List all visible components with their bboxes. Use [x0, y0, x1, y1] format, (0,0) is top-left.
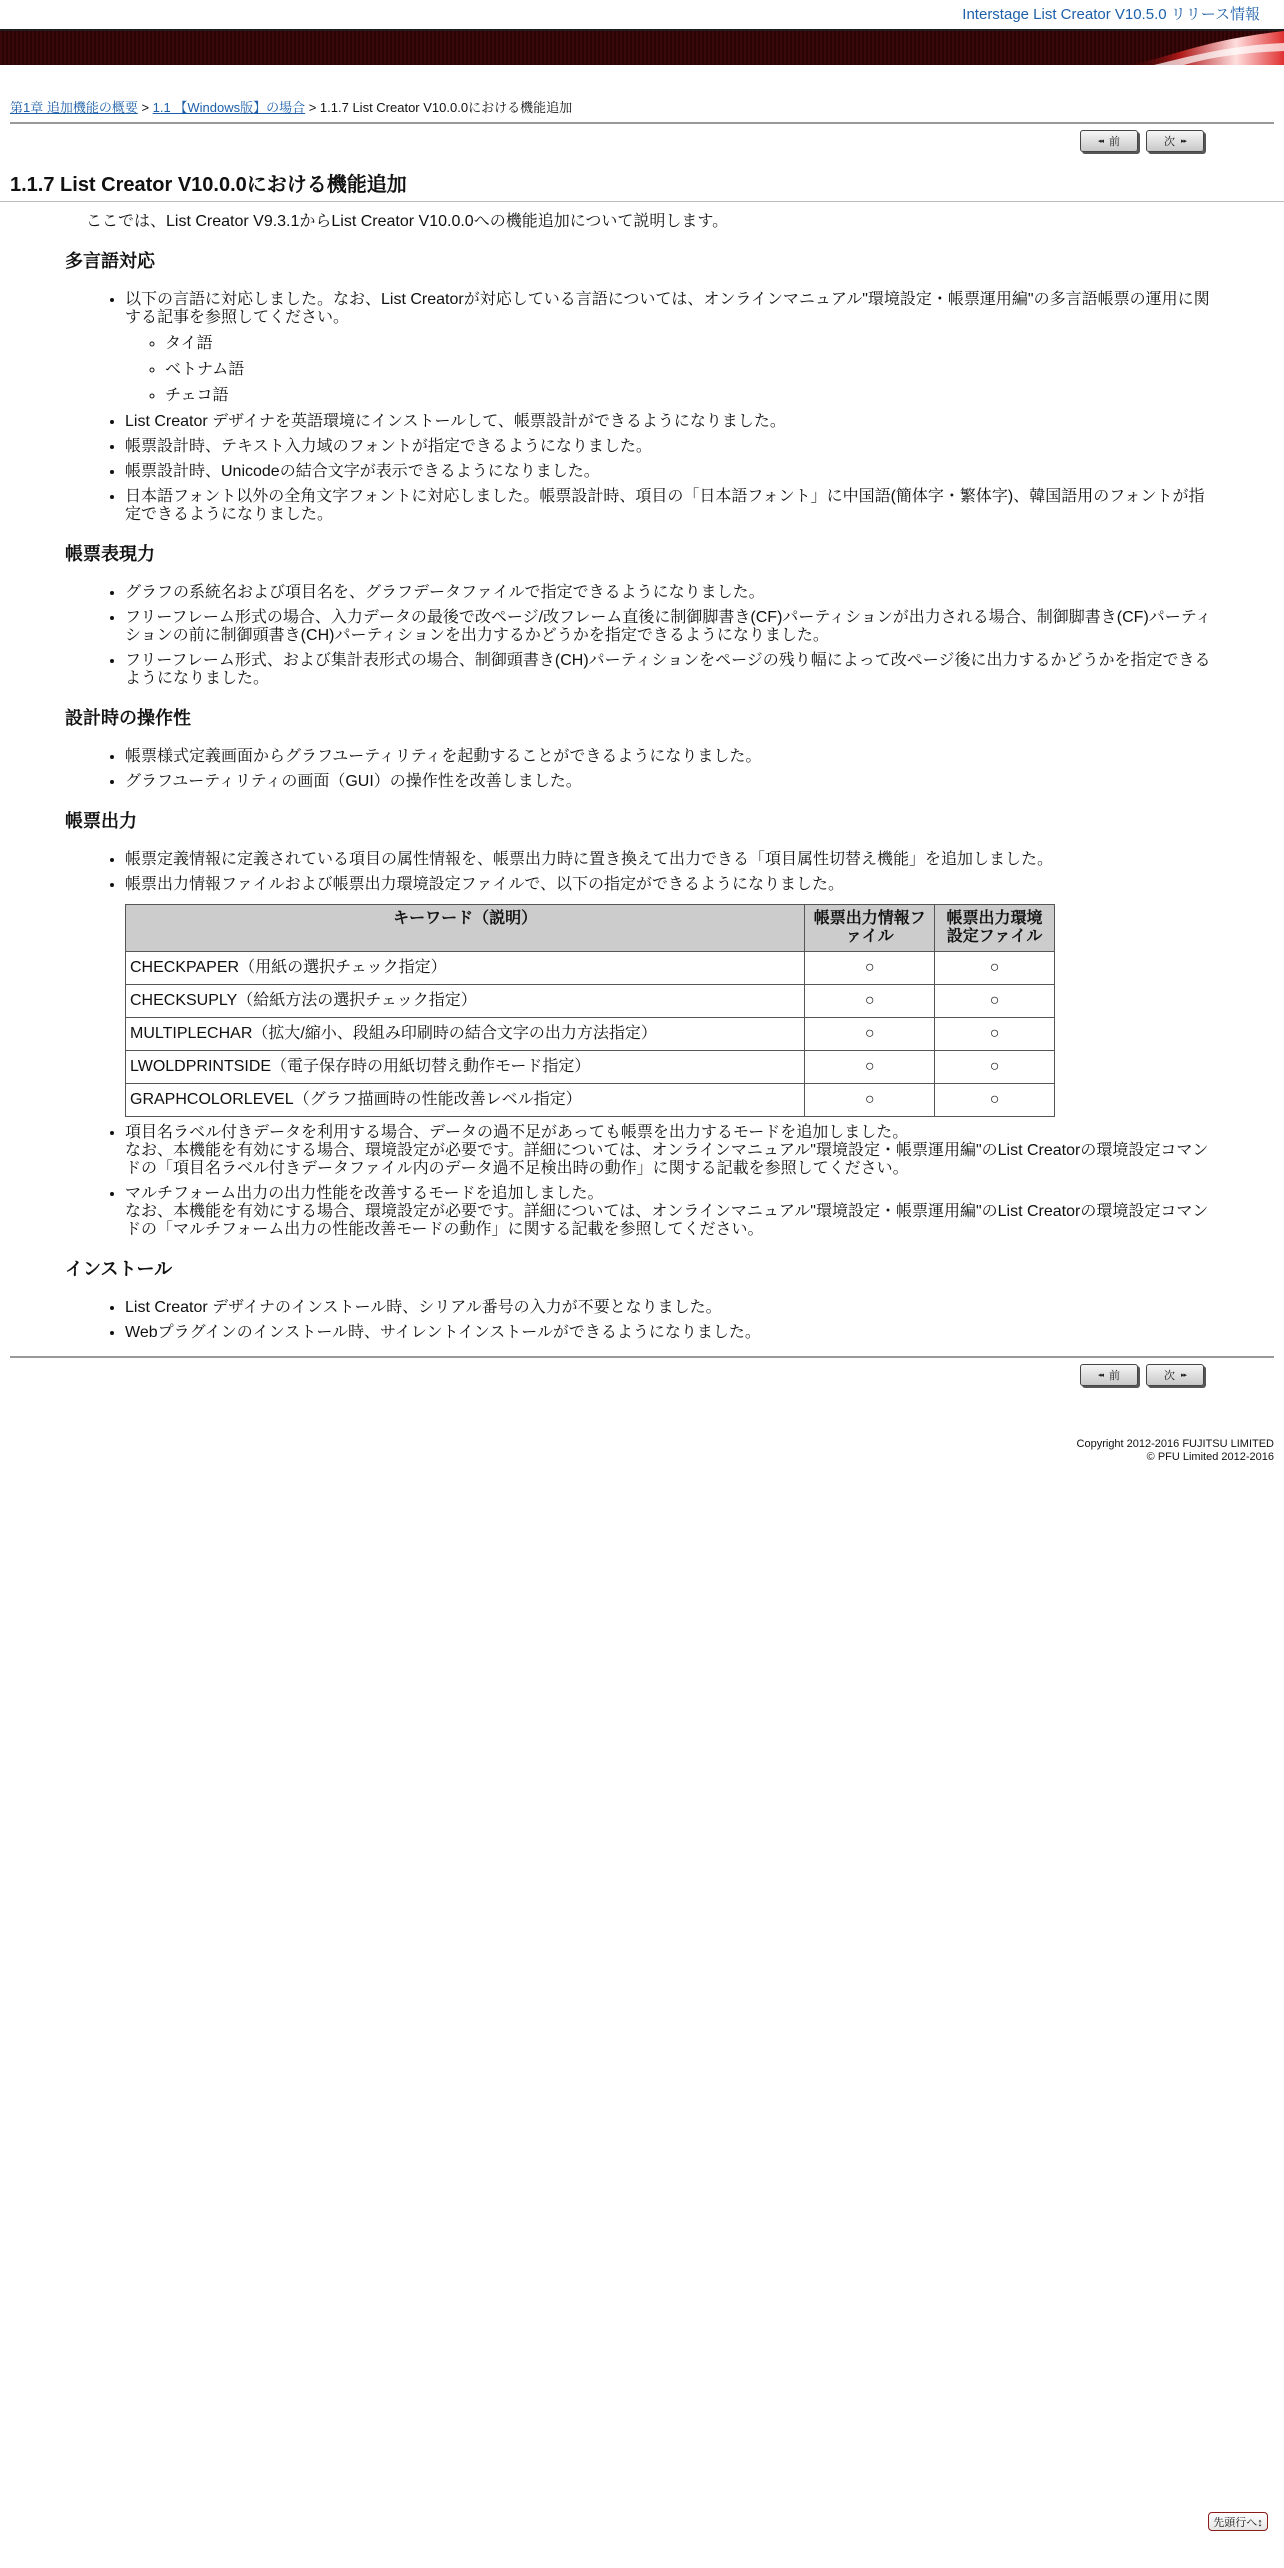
table-row	[126, 1084, 1055, 1117]
support-mark-cell: ○	[935, 985, 1055, 1018]
keyword-cell: LWOLDPRINTSIDE（電子保存時の用紙切替え動作モード指定）	[126, 1051, 805, 1084]
page-title: 1.1.7 List Creator V10.0.0における機能追加	[0, 168, 1284, 202]
list-item: • Webプラグインのインストール時、サイレントインストールができるようになりました。	[125, 1324, 1215, 1342]
list-item: • 日本語フォント以外の全角文字フォントに対応しました。帳票設計時、項目の「日本語フォント」に中国語(簡体字・繁体字)、韓国語用のフォントが指定できるようになりました。	[125, 488, 1215, 524]
double-left-arrow-icon: ◂◂	[1097, 137, 1104, 145]
table-header-row	[126, 905, 1055, 952]
list-item: • グラフユーティリティの画面（GUI）の操作性を改善しました。	[125, 773, 1215, 791]
support-mark-cell: ○	[805, 952, 935, 985]
support-mark-cell: ○	[935, 1051, 1055, 1084]
language-item: ◦ タイ語	[165, 335, 1215, 353]
list-item	[125, 1124, 1215, 1178]
nav-row-bottom	[0, 1358, 1284, 1388]
list-item-text: 以下の言語に対応しました。なお、List Creatorが対応している言語については、オンラインマニュアル"環境設定・帳票運用編"の多言語帳票の運用に関する記事を参照してください。	[125, 291, 1210, 326]
keyword-cell: CHECKPAPER（用紙の選択チェック指定）	[126, 952, 805, 985]
list-item: • List Creator デザイナを英語環境にインストールして、帳票設計ができるようになりました。	[125, 413, 1215, 431]
copyright	[0, 1438, 1284, 1464]
copyright-line: Copyright 2012-2016 FUJITSU LIMITED	[1076, 1438, 1274, 1450]
next-button-label: 次	[1163, 135, 1175, 148]
section-title: 多言語対応	[65, 251, 155, 271]
list-item	[125, 291, 1215, 405]
header-banner	[0, 29, 1284, 65]
header-output-env-file: 帳票出力環境設定ファイル	[935, 905, 1055, 952]
keyword-cell: GRAPHCOLORLEVEL（グラフ描画時の性能改善レベル指定）	[126, 1084, 805, 1117]
breadcrumb-section-link[interactable]: 1.1 【Windows版】の場合	[152, 100, 306, 115]
section-title: 帳票出力	[65, 811, 137, 831]
list-item: • 帳票様式定義画面からグラフユーティリティを起動することができるようになりました。	[125, 748, 1215, 766]
item-list	[65, 291, 1215, 524]
header-output-info-file: 帳票出力情報ファイル	[805, 905, 935, 952]
prev-button-label: 前	[1109, 135, 1121, 148]
list-item: • フリーフレーム形式の場合、入力データの最後で改ページ/改フレーム直後に制御脚書き(CF)パーティションが出力される場合、制御脚書き(CF)パーティションの前に制御頭書き(CH)パーティションを出力するかどうかを指定できるようになりました。	[125, 609, 1215, 645]
double-right-arrow-icon: ▸▸	[1180, 137, 1187, 145]
section-design	[65, 704, 1215, 791]
item-list	[65, 1299, 1215, 1342]
list-item: • グラフの系統名および項目名を、グラフデータファイルで指定できるようになりました。	[125, 584, 1215, 602]
top-header	[0, 0, 1284, 27]
keyword-cell: MULTIPLECHAR（拡大/縮小、段組み印刷時の結合文字の出力方法指定）	[126, 1018, 805, 1051]
double-left-arrow-icon: ◂◂	[1097, 1371, 1104, 1379]
table-row	[126, 1051, 1055, 1084]
support-mark-cell: ○	[805, 1051, 935, 1084]
section-title: インストール	[65, 1259, 173, 1279]
language-list	[125, 335, 1215, 405]
support-mark-cell: ○	[805, 1018, 935, 1051]
next-button[interactable]	[1146, 130, 1204, 152]
section-expression	[65, 540, 1215, 688]
breadcrumb-separator: >	[137, 100, 153, 115]
list-item-text: マルチフォーム出力の出力性能を改善するモードを追加しました。	[125, 1185, 604, 1202]
list-item	[125, 1185, 1215, 1239]
list-item: • 帳票設計時、テキスト入力域のフォントが指定できるようになりました。	[125, 438, 1215, 456]
next-button[interactable]	[1146, 1364, 1204, 1386]
product-title-link[interactable]: Interstage List Creator V10.5.0 リリース情報	[962, 6, 1260, 23]
breadcrumb	[10, 97, 1274, 124]
section-title: 設計時の操作性	[65, 708, 191, 728]
item-list	[65, 851, 1215, 1239]
support-mark-cell: ○	[805, 985, 935, 1018]
table-row	[126, 985, 1055, 1018]
list-item: • 帳票設計時、Unicodeの結合文字が表示できるようになりました。	[125, 463, 1215, 481]
section-output	[65, 807, 1215, 1239]
breadcrumb-separator: >	[305, 100, 320, 115]
list-item: • フリーフレーム形式、および集計表形式の場合、制御頭書き(CH)パーティションをページの残り幅によって改ページ後に出力するかどうかを指定できるようになりました。	[125, 652, 1215, 688]
list-item-note: なお、本機能を有効にする場合、環境設定が必要です。詳細については、オンラインマニュアル"環境設定・帳票運用編"のList Creatorの環境設定コマンドの「マルチフォーム出力の性能改善モードの動作」に関する記載を参照してください。	[125, 1203, 1209, 1238]
next-button-label: 次	[1163, 1369, 1175, 1382]
support-mark-cell: ○	[935, 952, 1055, 985]
keyword-cell: CHECKSUPLY（給紙方法の選択チェック指定）	[126, 985, 805, 1018]
breadcrumb-current: 1.1.7 List Creator V10.0.0における機能追加	[319, 100, 573, 115]
list-item-text: 帳票出力情報ファイルおよび帳票出力環境設定ファイルで、以下の指定ができるようになりました。	[125, 876, 845, 893]
double-right-arrow-icon: ▸▸	[1180, 1371, 1187, 1379]
breadcrumb-chapter-link[interactable]: 第1章 追加機能の概要	[10, 100, 138, 115]
copyright-line: © PFU Limited 2012-2016	[1146, 1451, 1274, 1463]
language-item: ◦ ベトナム語	[165, 361, 1215, 379]
keyword-table	[125, 904, 1055, 1117]
list-item: • 帳票定義情報に定義されている項目の属性情報を、帳票出力時に置き換えて出力できる「項目属性切替え機能」を追加しました。	[125, 851, 1215, 869]
item-list	[65, 584, 1215, 688]
list-item-note: なお、本機能を有効にする場合、環境設定が必要です。詳細については、オンラインマニュアル"環境設定・帳票運用編"のList Creatorの環境設定コマンドの「項目名ラベル付きデータファイル内のデータ過不足検出時の動作」に関する記載を参照してください。	[125, 1142, 1209, 1177]
table-row	[126, 952, 1055, 985]
prev-button[interactable]	[1080, 130, 1138, 152]
banner-swoosh-graphic	[1124, 31, 1284, 65]
support-mark-cell: ○	[935, 1018, 1055, 1051]
support-mark-cell: ○	[935, 1084, 1055, 1117]
support-mark-cell: ○	[805, 1084, 935, 1117]
section-multilang	[65, 247, 1215, 524]
list-item-text: 項目名ラベル付きデータを利用する場合、データの過不足があっても帳票を出力するモードを追加しました。	[125, 1124, 909, 1141]
header-keyword: キーワード（説明）	[126, 905, 805, 952]
language-item: ◦ チェコ語	[165, 387, 1215, 405]
section-install	[65, 1255, 1215, 1342]
item-list	[65, 748, 1215, 791]
list-item	[125, 876, 1215, 1117]
section-title: 帳票表現力	[65, 544, 155, 564]
intro-text: ここでは、List Creator V9.3.1からList Creator V10.0.0への機能追加について説明します。	[86, 213, 729, 230]
prev-button-label: 前	[1109, 1369, 1121, 1382]
nav-row-top	[0, 124, 1284, 154]
list-item: • List Creator デザイナのインストール時、シリアル番号の入力が不要となりました。	[125, 1299, 1215, 1317]
back-to-top-button[interactable]: 先頭行へ↕	[1208, 2512, 1268, 2531]
table-row	[126, 1018, 1055, 1051]
prev-button[interactable]	[1080, 1364, 1138, 1386]
